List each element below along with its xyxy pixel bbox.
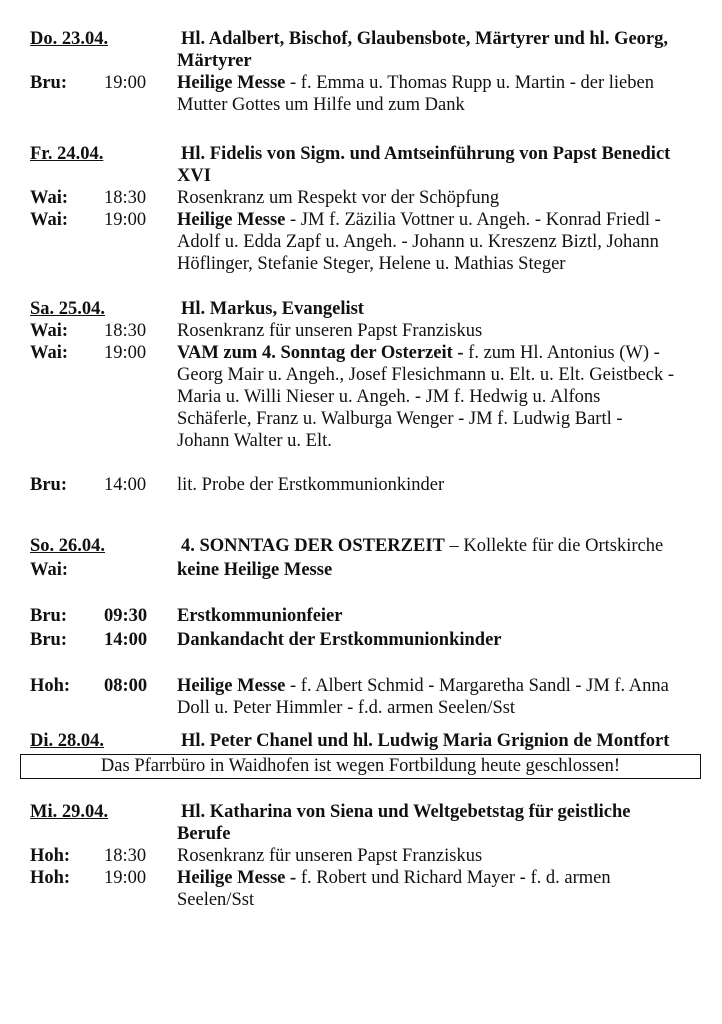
service-entry [0,845,722,867]
location: Wai: [30,321,69,341]
service-entry [0,629,722,651]
service-name: Rosenkranz für unseren Papst Franziskus [177,846,483,866]
day-section [0,28,722,116]
day-title-cont: XVI [177,166,211,186]
day-title: Hl. Adalbert, Bischof, Glaubensbote, Märtyrer und hl. Georg, [181,29,669,49]
location: Hoh: [30,676,71,696]
intentions-cont: Höflinger, Stefanie Steger, Helene u. Mathias Steger [177,254,566,274]
day-title-cont: Berufe [177,824,231,844]
day-section [0,730,722,752]
time: 18:30 [104,846,147,866]
day-section [0,535,722,719]
day-title: Hl. Katharina von Siena und Weltgebetstag für geistliche [181,802,631,822]
time: 18:30 [104,321,147,341]
intentions-cont: Adolf u. Edda Zapf u. Angeh. - Johann u. Kreszenz Biztl, Johann [177,232,659,252]
service-name: Heilige Messe [177,210,286,230]
service-entry [0,209,722,231]
office-closed-notice: Das Pfarrbüro in Waidhofen ist wegen Fortbildung heute geschlossen! [20,754,701,779]
service-entry [0,72,722,94]
intentions-cont: Seelen/Sst [177,890,255,910]
day-title-note: – Kollekte für die Ortskirche [444,536,664,556]
time: 19:00 [104,210,147,230]
service-entry [0,559,722,581]
time: 19:00 [104,868,147,888]
service-name: Heilige Messe [177,676,286,696]
time: 18:30 [104,188,147,208]
time: 14:00 [104,475,147,495]
intentions-cont: Mutter Gottes um Hilfe und zum Dank [177,95,465,115]
service-name: lit. Probe der Erstkommunionkinder [177,475,445,495]
time: 19:00 [104,343,147,363]
intentions: - f. Albert Schmid - Margaretha Sandl - JM f. Anna [285,676,669,696]
day-title-cont: Märtyrer [177,51,252,71]
day-date: Do. 23.04. [30,29,109,49]
day-section [0,801,722,911]
service-entry [0,474,722,496]
day-date: Sa. 25.04. [30,299,106,319]
day-title: Hl. Markus, Evangelist [181,299,364,319]
service-name: Heilige Messe [177,73,286,93]
location: Bru: [30,73,67,93]
service-entry [0,867,722,889]
day-title: Hl. Fidelis von Sigm. und Amtseinführung von Papst Benedict [181,144,671,164]
intentions: - f. Emma u. Thomas Rupp u. Martin - der lieben [285,73,654,93]
day-date: Fr. 24.04. [30,144,104,164]
intentions: f. zum Hl. Antonius (W) - [463,343,660,363]
intentions-cont: Georg Mair u. Angeh., Josef Flesichmann u. Elt. u. Elt. Geistbeck - [177,365,675,385]
time: 19:00 [104,73,147,93]
intentions: - JM f. Zäzilia Vottner u. Angeh. - Konrad Friedl - [285,210,661,230]
service-entry [0,342,722,364]
day-section [0,298,722,496]
day-section [0,143,722,275]
day-title: Hl. Peter Chanel und hl. Ludwig Maria Grignion de Montfort [181,731,670,751]
location: Wai: [30,210,69,230]
service-entry [0,605,722,627]
intentions-cont: Schäferle, Franz u. Walburga Wenger - JM f. Ludwig Bartl - [177,409,623,429]
location: Wai: [30,188,69,208]
intentions-cont: Doll u. Peter Himmler - f.d. armen Seelen/Sst [177,698,516,718]
intentions: f. Robert und Richard Mayer - f. d. armen [296,868,611,888]
location: Bru: [30,606,67,626]
location: Hoh: [30,868,71,888]
service-entry [0,675,722,697]
time: 09:30 [104,606,148,626]
day-date: So. 26.04. [30,536,106,556]
intentions-cont: Maria u. Willi Nieser u. Angeh. - JM f. Hedwig u. Alfons [177,387,601,407]
location: Bru: [30,630,67,650]
service-entry [0,320,722,342]
day-title: 4. SONNTAG DER OSTERZEIT [181,536,445,556]
service-name: Rosenkranz für unseren Papst Franziskus [177,321,483,341]
intentions-cont: Johann Walter u. Elt. [177,431,332,451]
service-name: Rosenkranz um Respekt vor der Schöpfung [177,188,500,208]
location: Wai: [30,343,69,363]
location: Bru: [30,475,67,495]
service-name: Erstkommunionfeier [177,606,343,626]
service-name: keine Heilige Messe [177,560,333,580]
location: Wai: [30,560,69,580]
service-name: Heilige Messe - [177,868,297,888]
day-date: Mi. 29.04. [30,802,109,822]
service-name: VAM zum 4. Sonntag der Osterzeit - [177,343,464,363]
day-date: Di. 28.04. [30,731,104,751]
location: Hoh: [30,846,71,866]
service-entry [0,187,722,209]
time: 14:00 [104,630,148,650]
time: 08:00 [104,676,148,696]
service-name: Dankandacht der Erstkommunionkinder [177,630,502,650]
